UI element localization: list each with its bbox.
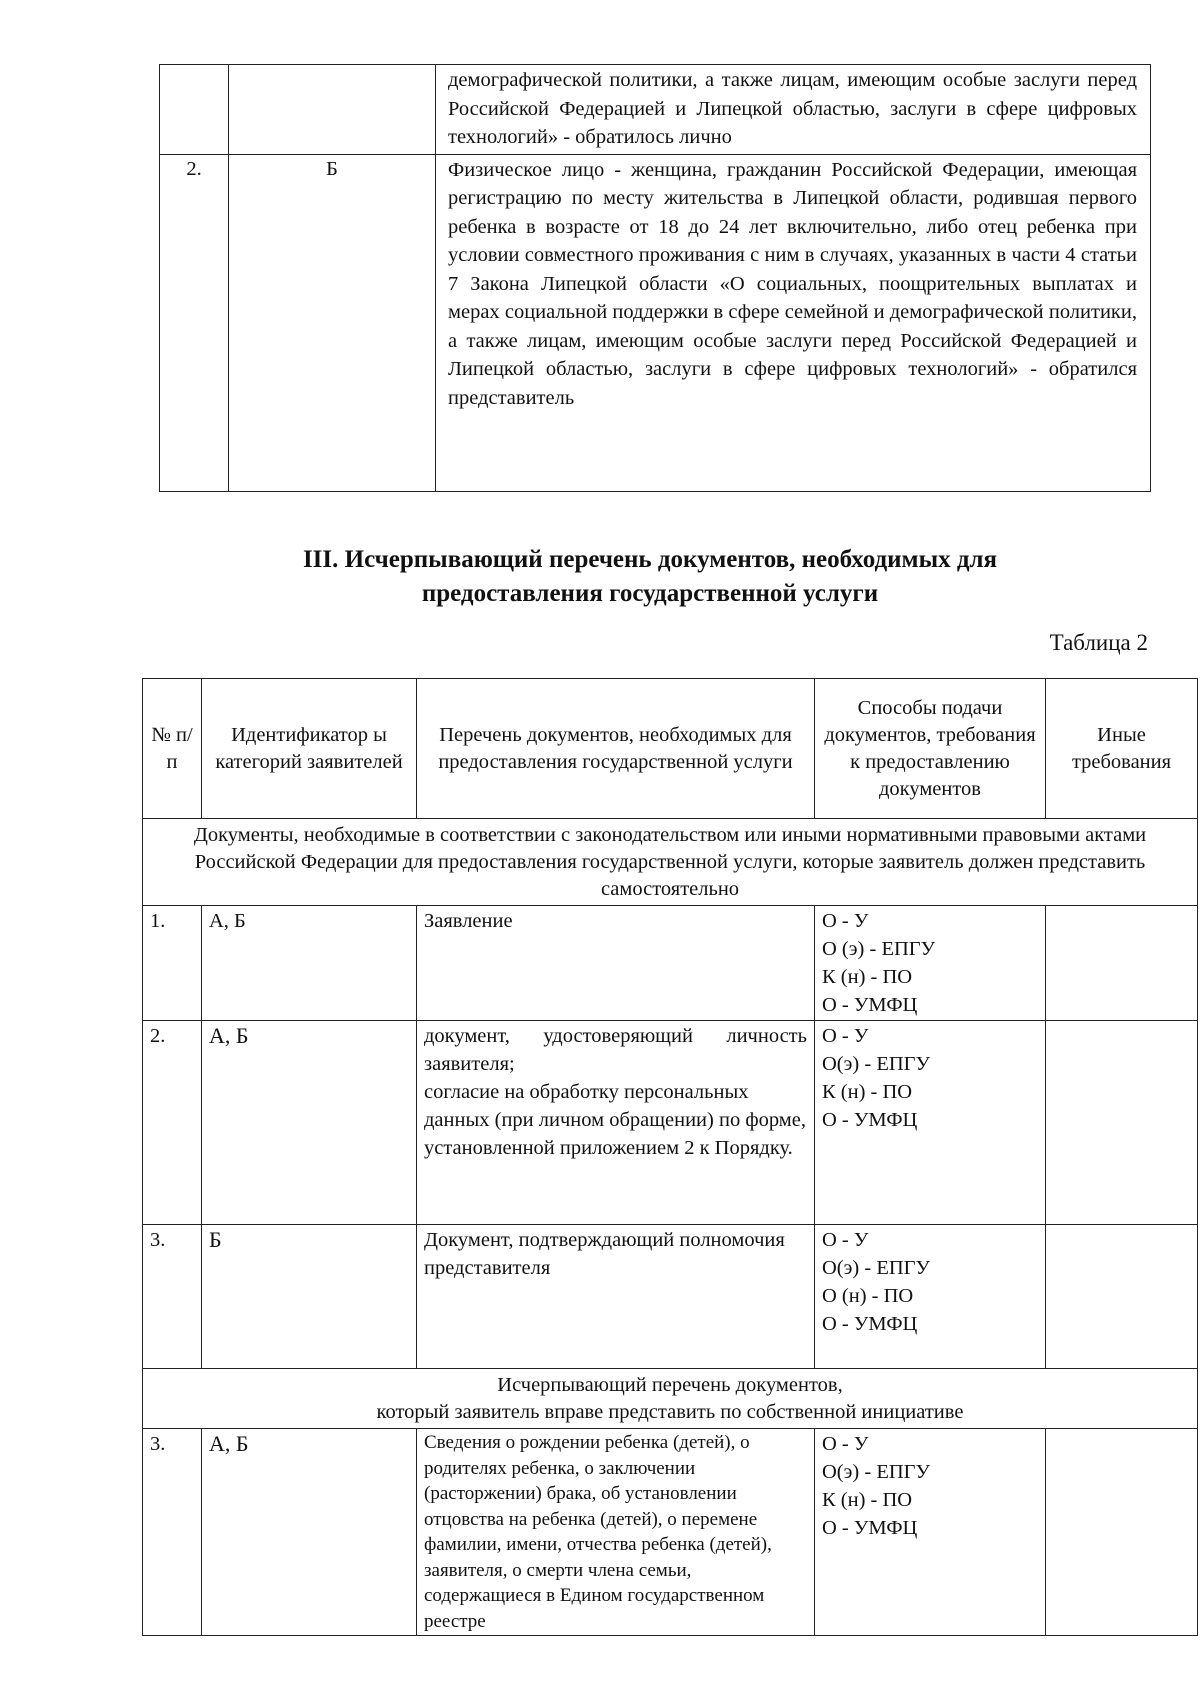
- row-document: [417, 1021, 815, 1225]
- document-text: документ, удостоверяющий личность заявителя;: [424, 1025, 807, 1075]
- row-methods: [815, 1021, 1046, 1225]
- method-line: О - УМФЦ: [822, 994, 918, 1016]
- continuation-table: [159, 64, 1151, 492]
- row-methods: [815, 1429, 1046, 1636]
- row-number: 3.: [143, 1429, 202, 1636]
- row-methods: [815, 906, 1046, 1021]
- section-row: [143, 819, 1198, 906]
- method-line: О - УМФЦ: [822, 1109, 918, 1131]
- row-document: Заявление: [417, 906, 815, 1021]
- table-row: [143, 1429, 1198, 1636]
- method-line: О - УМФЦ: [822, 1517, 918, 1539]
- section-title-line-2: предоставления государственной услуги: [421, 580, 879, 607]
- method-line: О (н) - ПО: [822, 1285, 914, 1307]
- method-line: О - У: [822, 910, 869, 932]
- header-methods: Способы подачи документов, требования к предоставлению документов: [815, 679, 1046, 819]
- row-category: [229, 65, 436, 155]
- section-title: [150, 543, 1150, 611]
- row-number: 2.: [143, 1021, 202, 1225]
- method-line: К (н) - ПО: [822, 1489, 913, 1511]
- section-title-line-1: III. Исчерпывающий перечень документов, необходимых для: [302, 546, 998, 573]
- document-text-extra: согласие на обработку персональных данных (при личном обращении) по форме, установленной приложением 2 к Порядку.: [424, 1081, 806, 1159]
- table-header-row: [143, 679, 1198, 819]
- header-documents: Перечень документов, необходимых для предоставления государственной услуги: [417, 679, 815, 819]
- method-line: О (э) - ЕПГУ: [822, 938, 936, 960]
- header-other: Иные требования: [1046, 679, 1198, 819]
- row-number: [160, 65, 229, 155]
- row-other: [1046, 1021, 1198, 1225]
- section-row: [143, 1369, 1198, 1429]
- row-number: 3.: [143, 1225, 202, 1369]
- method-line: О - У: [822, 1025, 869, 1047]
- method-line: О - У: [822, 1229, 869, 1251]
- documents-table: [142, 678, 1198, 1636]
- table-row: [143, 1225, 1198, 1369]
- header-number: № п/п: [143, 679, 202, 819]
- section-optional-line-1: Исчерпывающий перечень документов,: [497, 1373, 843, 1396]
- row-methods: [815, 1225, 1046, 1369]
- row-category: А, Б: [202, 1429, 417, 1636]
- section-optional-line-2: который заявитель вправе представить по собственной инициативе: [376, 1400, 964, 1423]
- table-row: [143, 906, 1198, 1021]
- row-description: Физическое лицо - женщина, гражданин Российской Федерации, имеющая регистрацию по месту жительства в Липецкой области, родившая первого ребенка в возрасте от 18 до 24 лет включительно, либо отец ребенка при условии совместного проживания с ним в случаях, указанных в части 4 статьи 7 Закона Липецкой области «О социальных, поощрительных выплатах и мерах социальной поддержки в сфере семейной и демографической политики, а также лицам, имеющим особые заслуги перед Российской Федерацией и Липецкой областью, заслуги в сфере цифровых технологий» - обратился представитель: [436, 154, 1151, 491]
- table-caption: Таблица 2: [1049, 630, 1148, 655]
- row-document: Документ, подтверждающий полномочия представителя: [417, 1225, 815, 1369]
- row-category: А, Б: [202, 1021, 417, 1225]
- section-mandatory-documents: Документы, необходимые в соответствии с законодательством или иными нормативными правовыми актами Российской Федерации для предоставления государственной услуги, которые заявитель должен представить самостоятельно: [143, 819, 1198, 906]
- row-document: Сведения о рождении ребенка (детей), о родителях ребенка, о заключении (расторжении) брака, об установлении отцовства на ребенка (детей), о перемене фамилии, имени, отчества ребенка (детей), заявителя, о смерти члена семьи, содержащиеся в Едином государственном реестре: [417, 1429, 815, 1636]
- row-category: Б: [202, 1225, 417, 1369]
- row-number: 2.: [160, 154, 229, 491]
- method-line: О - УМФЦ: [822, 1313, 918, 1335]
- method-line: О(э) - ЕПГУ: [822, 1257, 931, 1279]
- method-line: К (н) - ПО: [822, 966, 913, 988]
- row-description: демографической политики, а также лицам, имеющим особые заслуги перед Российской Федерацией и Липецкой областью, заслуги в сфере цифровых технологий» - обратилось лично: [436, 65, 1151, 155]
- section-optional-documents: [143, 1369, 1198, 1429]
- method-line: О(э) - ЕПГУ: [822, 1461, 931, 1483]
- method-line: О(э) - ЕПГУ: [822, 1053, 931, 1075]
- row-category: Б: [229, 154, 436, 491]
- table-row: [143, 1021, 1198, 1225]
- table-row: [160, 154, 1151, 491]
- table-row: [160, 65, 1151, 155]
- row-other: [1046, 1225, 1198, 1369]
- row-other: [1046, 906, 1198, 1021]
- method-line: О - У: [822, 1433, 869, 1455]
- row-other: [1046, 1429, 1198, 1636]
- method-line: К (н) - ПО: [822, 1081, 913, 1103]
- header-category: Идентификатор ы категорий заявителей: [202, 679, 417, 819]
- row-number: 1.: [143, 906, 202, 1021]
- row-category: А, Б: [202, 906, 417, 1021]
